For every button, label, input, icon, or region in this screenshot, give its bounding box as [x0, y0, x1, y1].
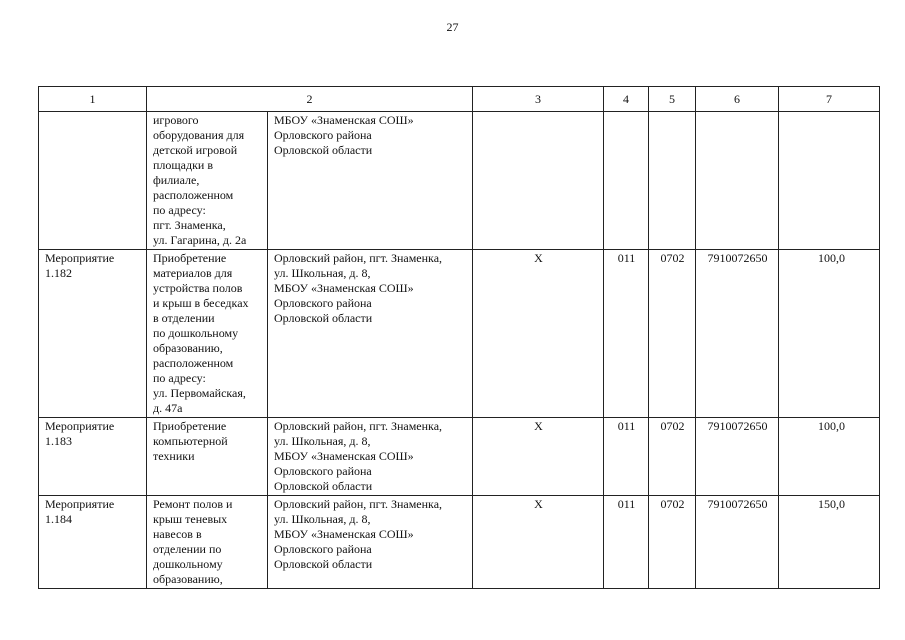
measure-description-cell-line: дошкольному: [153, 557, 223, 571]
measure-description-cell-line: детской игровой: [153, 143, 238, 157]
page-number: 27: [446, 20, 459, 34]
amount-cell: 150,0: [779, 496, 880, 589]
measure-id-cell-line: Мероприятие: [45, 251, 115, 265]
col4-cell: 011: [604, 496, 649, 589]
measure-description-cell-line: материалов для: [153, 266, 233, 280]
measure-id-cell-line: Мероприятие: [45, 419, 115, 433]
measure-location-cell: [268, 250, 473, 418]
header-col-5: 5: [649, 87, 696, 112]
measure-location-cell-line: МБОУ «Знаменская СОШ»: [274, 281, 414, 295]
measure-id-cell: [39, 496, 147, 589]
table-row: [39, 418, 880, 496]
measure-description-cell-line: Приобретение: [153, 251, 227, 265]
measure-description-cell-line: навесов в: [153, 527, 202, 541]
measure-location-cell-line: МБОУ «Знаменская СОШ»: [274, 449, 414, 463]
measure-location-cell-line: Орловской области: [274, 143, 373, 157]
table-row: [39, 496, 880, 589]
col6-cell: 7910072650: [696, 418, 779, 496]
measure-description-cell-line: образованию,: [153, 341, 223, 355]
measure-location-cell-line: Орловский район, пгт. Знаменка,: [274, 251, 443, 265]
header-col-4: 4: [604, 87, 649, 112]
measure-id-cell: [39, 250, 147, 418]
measure-description-cell-line: по дошкольному: [153, 326, 239, 340]
measure-location-cell-line: Орловского района: [274, 464, 372, 478]
table-row: [39, 250, 880, 418]
measure-description-cell-line: техники: [153, 449, 195, 463]
amount-cell: [779, 112, 880, 250]
measure-description-cell-line: устройства полов: [153, 281, 243, 295]
measure-location-cell-line: Орловского района: [274, 542, 372, 556]
measure-location-cell-line: Орловской области: [274, 557, 373, 571]
measure-location-cell-line: Орловской области: [274, 311, 373, 325]
col3-cell: Х: [473, 250, 604, 418]
measure-description-cell-line: крыш теневых: [153, 512, 228, 526]
measure-description-cell-line: и крыш в беседках: [153, 296, 249, 310]
col4-cell: 011: [604, 418, 649, 496]
measure-location-cell: [268, 496, 473, 589]
measure-location-cell-line: МБОУ «Знаменская СОШ»: [274, 113, 414, 127]
col5-cell: 0702: [649, 496, 696, 589]
measure-description-cell-line: в отделении: [153, 311, 215, 325]
measures-table: [38, 86, 880, 589]
measure-description-cell-line: пгт. Знаменка,: [153, 218, 226, 232]
col4-cell: [604, 112, 649, 250]
col3-cell: Х: [473, 496, 604, 589]
measure-id-cell: [39, 418, 147, 496]
measure-location-cell-line: Орловский район, пгт. Знаменка,: [274, 497, 443, 511]
measure-location-cell-line: Орловской области: [274, 479, 373, 493]
measure-location-cell-line: Орловского района: [274, 128, 372, 142]
measure-description-cell-line: Ремонт полов и: [153, 497, 233, 511]
col5-cell: 0702: [649, 418, 696, 496]
measure-description-cell-line: оборудования для: [153, 128, 245, 142]
measure-description-cell: [147, 112, 268, 250]
measure-id-cell-line: 1.184: [45, 512, 72, 526]
measure-location-cell-line: ул. Школьная, д. 8,: [274, 266, 371, 280]
col3-cell: Х: [473, 418, 604, 496]
table-row: [39, 112, 880, 250]
header-row: [39, 87, 880, 112]
measure-id-cell-line: 1.182: [45, 266, 72, 280]
col6-cell: 7910072650: [696, 496, 779, 589]
measure-description-cell-line: игрового: [153, 113, 199, 127]
amount-cell: 100,0: [779, 250, 880, 418]
measure-description-cell-line: расположенном: [153, 188, 234, 202]
col6-cell: [696, 112, 779, 250]
header-col-7: 7: [779, 87, 880, 112]
col3-cell: [473, 112, 604, 250]
measure-description-cell: [147, 250, 268, 418]
measure-description-cell-line: по адресу:: [153, 203, 206, 217]
measure-description-cell-line: расположенном: [153, 356, 234, 370]
header-col-2: 2: [147, 87, 473, 112]
measure-location-cell-line: МБОУ «Знаменская СОШ»: [274, 527, 414, 541]
col4-cell: 011: [604, 250, 649, 418]
measure-location-cell-line: Орловский район, пгт. Знаменка,: [274, 419, 443, 433]
measure-id-cell-line: Мероприятие: [45, 497, 115, 511]
header-col-6: 6: [696, 87, 779, 112]
measure-location-cell-line: ул. Школьная, д. 8,: [274, 512, 371, 526]
measure-description-cell-line: компьютерной: [153, 434, 228, 448]
measure-id-cell-line: 1.183: [45, 434, 72, 448]
amount-cell: 100,0: [779, 418, 880, 496]
measure-description-cell: [147, 496, 268, 589]
measure-description-cell-line: образованию,: [153, 572, 223, 586]
measure-location-cell: [268, 112, 473, 250]
measure-description-cell: [147, 418, 268, 496]
measure-location-cell-line: ул. Школьная, д. 8,: [274, 434, 371, 448]
measure-description-cell-line: отделении по: [153, 542, 222, 556]
measure-location-cell: [268, 418, 473, 496]
col5-cell: 0702: [649, 250, 696, 418]
measure-description-cell-line: площадки в: [153, 158, 213, 172]
col5-cell: [649, 112, 696, 250]
header-col-3: 3: [473, 87, 604, 112]
measure-description-cell-line: ул. Первомайская,: [153, 386, 246, 400]
measure-location-cell-line: Орловского района: [274, 296, 372, 310]
col6-cell: 7910072650: [696, 250, 779, 418]
measure-description-cell-line: филиале,: [153, 173, 200, 187]
measure-description-cell-line: д. 47а: [153, 401, 183, 415]
measure-description-cell-line: ул. Гагарина, д. 2а: [153, 233, 247, 247]
header-col-1: 1: [39, 87, 147, 112]
measure-description-cell-line: Приобретение: [153, 419, 227, 433]
measure-id-cell: [39, 112, 147, 250]
measure-description-cell-line: по адресу:: [153, 371, 206, 385]
